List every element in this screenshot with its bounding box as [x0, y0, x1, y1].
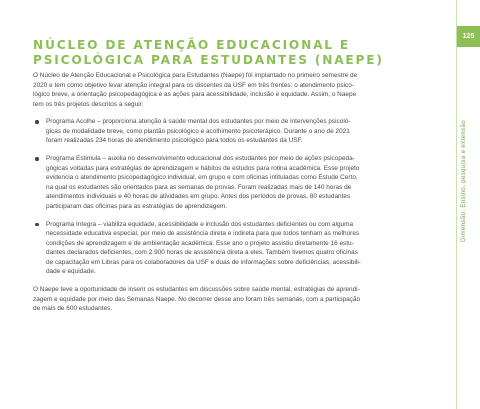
- intro-line: tem os três projetos descritos a seguir:: [33, 100, 144, 108]
- bullet-line: atendimentos individuais e 40 horas de atividades em grupo. Antes dos períodos de provas, 80 estudantes: [46, 193, 351, 200]
- bullet-estimula: [33, 154, 441, 211]
- bullet-line: foram realizadas 234 horas de atendimento psicológico para todos os estudantes da USF.: [46, 137, 303, 144]
- bullet-line: dade e equidade.: [46, 268, 96, 275]
- bullet-dot-icon: [35, 157, 39, 161]
- section-side-label: Dimensão: Ensino, pesquisa e extensão: [461, 120, 467, 242]
- body-text: [33, 71, 441, 322]
- intro-line: O Núcleo de Atenção Educacional e Psicológica para Estudantes (Naepe) foi implantado no primeiro semestre de: [33, 72, 358, 79]
- bullet-acolhe: [33, 117, 441, 146]
- intro-line: 2020 e tem como objetivo levar atenção integral para os discentes da USF em três frentes: o atendimento psico-: [33, 81, 354, 89]
- closing-line: O Naepe teve a oportunidade de inserir os estudantes em discussões sobre saúde mental, estratégias de aprendi-: [33, 286, 360, 293]
- bullet-line: dantes declarados deficientes, com 2.900 horas de assistência direta a eles. Também tivemos quatro oficinas: [46, 249, 358, 256]
- page-number-tab: [457, 26, 480, 47]
- bullet-line: evidencia o atendimento psicopedagógico individual, em grupo e com oficinas intituladas como Estude Certo,: [46, 174, 358, 181]
- section-heading: [33, 38, 433, 67]
- page-number: 125: [462, 33, 475, 40]
- heading-line-2: PSICOLÓGICA PARA ESTUDANTES (NAEPE): [33, 52, 384, 67]
- bullet-line: participaram das oficinas para as estratégias de aprendizagem.: [46, 202, 228, 210]
- bullet-line: Programa Integra – viabiliza equidade, acessibilidade e inclusão dos estudantes deficientes ou com alguma: [46, 220, 354, 228]
- closing-paragraph: [33, 285, 441, 314]
- bullet-line: na qual os estudantes são orientados para as semanas de provas. Foram realizadas mais de 140 horas de: [46, 183, 352, 191]
- intro-line: lógico breve, a orientação psicopedagógica e as ações para acessibilidade, inclusão e equidade. Assim, o Naepe: [33, 91, 357, 98]
- bullet-line: necessidade educativa especial, por meio de assistência direta e indireta para que todos tenham as melhores: [46, 230, 360, 237]
- heading-line-1: NÚCLEO DE ATENÇÃO EDUCACIONAL E: [33, 38, 351, 52]
- bullet-line: gicas de modalidade breve, como plantão psicológico e acolhimento psicoterápico. Durante o ano de 2021: [46, 127, 350, 135]
- bullet-line: gógicas voltadas para estratégias de aprendizagem e hábitos de estudos para rotina acadêmica. Esse projeto: [46, 164, 360, 172]
- intro-paragraph: [33, 71, 441, 109]
- bullet-dot-icon: [35, 120, 39, 124]
- bullet-integra: [33, 220, 441, 277]
- bullet-dot-icon: [35, 223, 39, 227]
- bullet-line: Programa Estimula – auxilia no desenvolvimento educacional dos estudantes por meio de ações psicopeda-: [46, 155, 355, 162]
- bullet-line: Programa Acolhe – proporciona atenção à saúde mental dos estudantes por meio de intervenções psicoló-: [46, 118, 351, 125]
- bullet-line: de capacitação em Libras para os colaboradores da USF e duas de informações sobre deficiências, acessibili-: [46, 258, 361, 266]
- closing-line: zagem e equidade por meio das Semanas Naepe. No decorrer desse ano foram três semanas, com a participação: [33, 295, 361, 303]
- side-divider: [456, 0, 457, 409]
- bullet-line: condições de aprendizagem e de ambientação acadêmica. Esse ano o projeto assistiu diretamente 16 estu-: [46, 239, 354, 247]
- closing-line: de mais de 600 estudantes.: [33, 305, 113, 312]
